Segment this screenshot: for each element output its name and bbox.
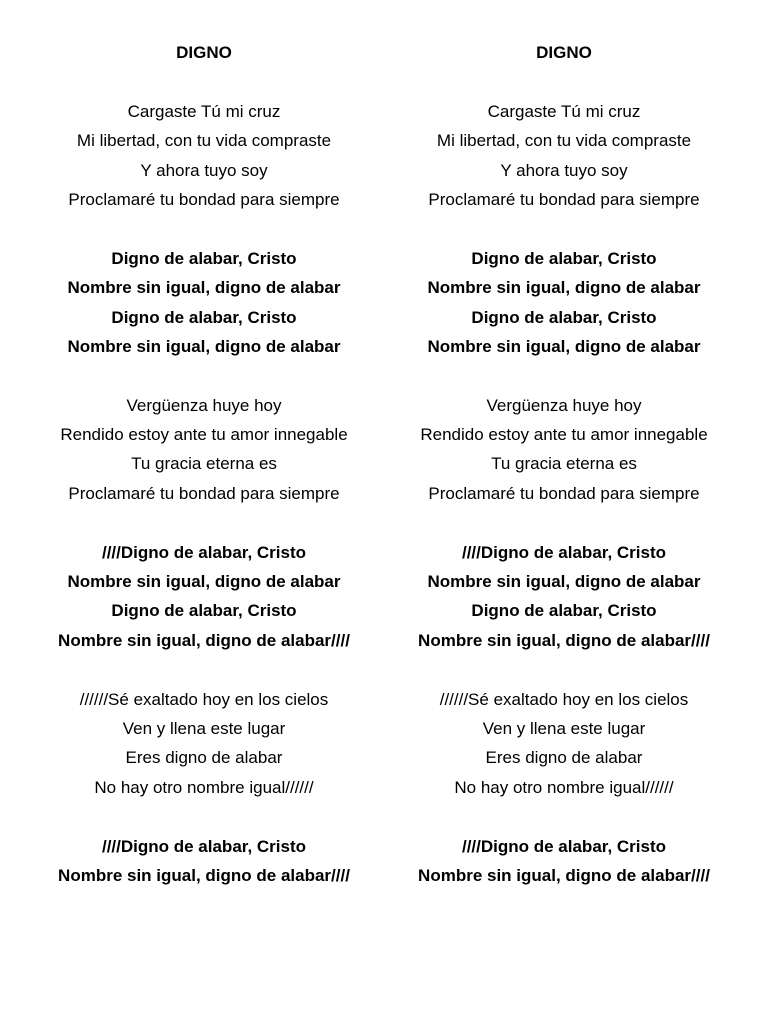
- spacer: [24, 655, 384, 684]
- lyric-line: ////Digno de alabar, Cristo: [461, 542, 667, 562]
- lyric-line: Nombre sin igual, digno de alabar: [427, 572, 701, 592]
- lyric-line: Nombre sin igual, digno de alabar: [67, 336, 341, 356]
- spacer: [384, 214, 744, 243]
- lyric-line: Nombre sin igual, digno de alabar////: [58, 865, 350, 885]
- verse-2: [384, 391, 744, 509]
- lyric-line: Nombre sin igual, digno de alabar////: [418, 630, 710, 650]
- lyric-line: Eres digno de alabar: [125, 748, 283, 768]
- chorus-2: [24, 538, 384, 656]
- verse-1: [24, 97, 384, 215]
- lyric-line: Cargaste Tú mi cruz: [487, 101, 641, 121]
- spacer: [24, 361, 384, 390]
- verse-2: [24, 391, 384, 509]
- lyric-line: Eres digno de alabar: [485, 748, 643, 768]
- lyric-line: No hay otro nombre igual//////: [454, 777, 674, 797]
- lyric-line: Rendido estoy ante tu amor innegable: [60, 425, 348, 445]
- lyric-line: Nombre sin igual, digno de alabar: [67, 572, 341, 592]
- lyric-line: //////Sé exaltado hoy en los cielos: [439, 689, 689, 709]
- lyric-line: Digno de alabar, Cristo: [471, 601, 657, 621]
- lyric-line: //////Sé exaltado hoy en los cielos: [79, 689, 329, 709]
- lyric-line: Digno de alabar, Cristo: [471, 307, 657, 327]
- lyric-line: Mi libertad, con tu vida compraste: [436, 131, 692, 151]
- lyric-line: Vergüenza huye hoy: [126, 395, 282, 415]
- chorus-1: [384, 244, 744, 362]
- lyric-line: Proclamaré tu bondad para siempre: [428, 483, 700, 503]
- lyric-line: Proclamaré tu bondad para siempre: [428, 189, 700, 209]
- lyric-line: Nombre sin igual, digno de alabar: [67, 278, 341, 298]
- spacer: [24, 508, 384, 537]
- song-title: DIGNO: [176, 43, 232, 62]
- lyric-line: No hay otro nombre igual//////: [94, 777, 314, 797]
- chorus-3: [24, 832, 384, 891]
- lyric-line: ////Digno de alabar, Cristo: [461, 836, 667, 856]
- lyrics-column-left: [24, 38, 384, 890]
- lyric-line: Digno de alabar, Cristo: [471, 248, 657, 268]
- spacer: [24, 67, 384, 96]
- lyric-line: Digno de alabar, Cristo: [111, 248, 297, 268]
- spacer: [24, 802, 384, 831]
- lyric-line: Digno de alabar, Cristo: [111, 307, 297, 327]
- lyric-line: Y ahora tuyo soy: [500, 160, 628, 180]
- spacer: [24, 214, 384, 243]
- chorus-2: [384, 538, 744, 656]
- lyric-line: Nombre sin igual, digno de alabar////: [58, 630, 350, 650]
- spacer: [384, 67, 744, 96]
- lyric-line: Y ahora tuyo soy: [140, 160, 268, 180]
- bridge: [24, 685, 384, 803]
- lyric-line: ////Digno de alabar, Cristo: [101, 542, 307, 562]
- chorus-3: [384, 832, 744, 891]
- chorus-1: [24, 244, 384, 362]
- lyric-line: Nombre sin igual, digno de alabar: [427, 278, 701, 298]
- spacer: [384, 508, 744, 537]
- lyric-line: Cargaste Tú mi cruz: [127, 101, 281, 121]
- lyric-line: Vergüenza huye hoy: [486, 395, 642, 415]
- spacer: [384, 802, 744, 831]
- lyric-line: Ven y llena este lugar: [482, 718, 646, 738]
- spacer: [384, 655, 744, 684]
- song-title: DIGNO: [536, 43, 592, 62]
- bridge: [384, 685, 744, 803]
- lyric-line: ////Digno de alabar, Cristo: [101, 836, 307, 856]
- lyric-line: Proclamaré tu bondad para siempre: [68, 189, 340, 209]
- lyric-line: Ven y llena este lugar: [122, 718, 286, 738]
- spacer: [384, 361, 744, 390]
- lyric-line: Tu gracia eterna es: [491, 454, 637, 474]
- lyric-line: Digno de alabar, Cristo: [111, 601, 297, 621]
- lyric-line: Rendido estoy ante tu amor innegable: [420, 425, 708, 445]
- lyric-line: Mi libertad, con tu vida compraste: [76, 131, 332, 151]
- lyric-line: Tu gracia eterna es: [131, 454, 277, 474]
- verse-1: [384, 97, 744, 215]
- lyric-line: Nombre sin igual, digno de alabar: [427, 336, 701, 356]
- lyric-line: Nombre sin igual, digno de alabar////: [418, 865, 710, 885]
- lyric-line: Proclamaré tu bondad para siempre: [68, 483, 340, 503]
- lyrics-column-right: [384, 38, 744, 890]
